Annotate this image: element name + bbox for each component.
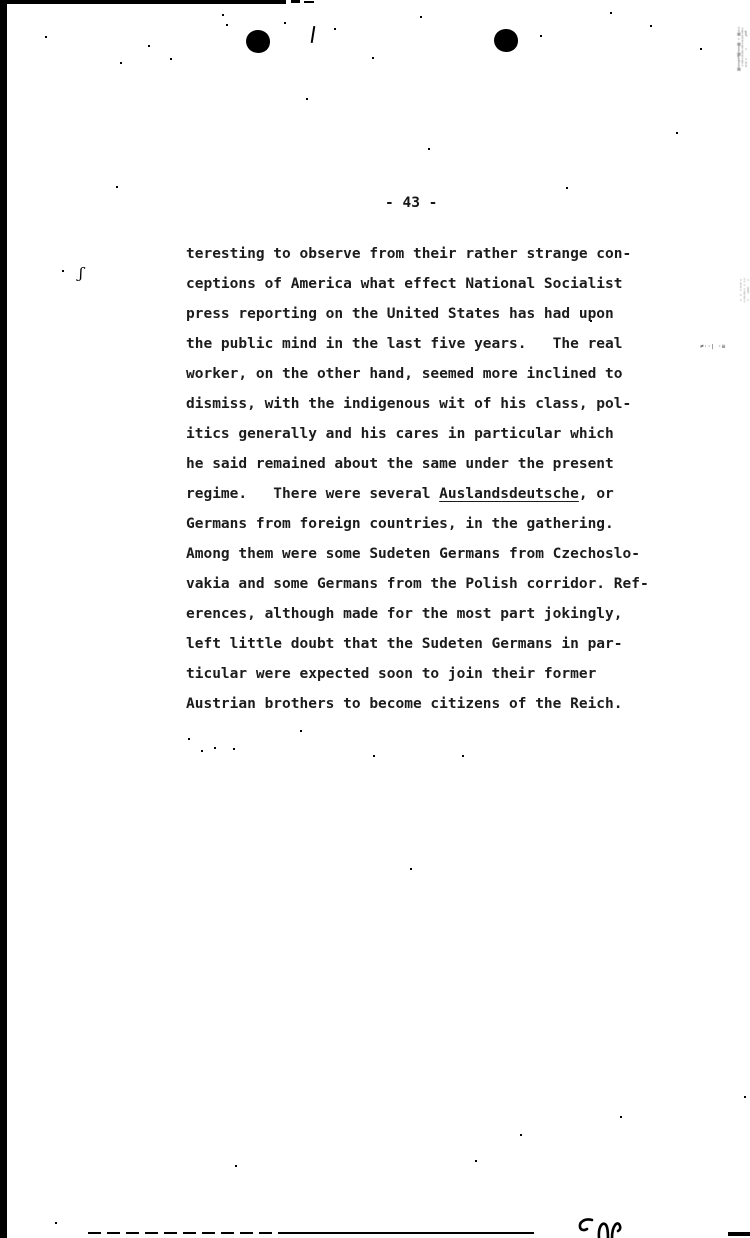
- text-segment: , or: [578, 486, 614, 502]
- margin-pen-mark: ʃ: [79, 264, 84, 282]
- text-line: Austrian brothers to become citizens of the Reich.: [186, 696, 623, 712]
- edge-smudge: ¦;≡:l·¦≡;|:·≡¦l;·|:¦≡: [737, 27, 748, 73]
- scan-edge-bottom-dashed-line: [88, 1232, 280, 1234]
- scan-edge-left-bar: [0, 0, 7, 1238]
- text-line: press reporting on the United States has had upon: [186, 306, 614, 322]
- hole-punch-icon: [246, 30, 270, 53]
- scan-edge-bottom-right-line: [728, 1232, 750, 1236]
- edge-smudge: ·:·¦··:|·¦·:·: [739, 278, 750, 304]
- text-line: dismiss, with the indigenous wit of his class, pol-: [186, 396, 632, 412]
- scan-noise-specks: [0, 0, 2, 2]
- text-line: ceptions of America what effect National Socialist: [186, 276, 623, 292]
- stray-ink-stroke: [311, 26, 316, 43]
- text-line: vakia and some Germans from the Polish corridor. Ref-: [186, 576, 649, 592]
- text-line-with-underline: [186, 479, 649, 509]
- scan-edge-top-dash: [304, 1, 314, 3]
- scan-edge-top-dash: [291, 0, 300, 3]
- text-line: worker, on the other hand, seemed more inclined to: [186, 366, 623, 382]
- text-line: ticular were expected soon to join their former: [186, 666, 597, 682]
- text-line: erences, although made for the most part jokingly,: [186, 606, 623, 622]
- body-paragraph: [186, 239, 649, 719]
- text-line: the public mind in the last five years. The real: [186, 336, 623, 352]
- edge-smudge: ≠··| ·≡: [700, 344, 726, 350]
- underlined-term: Auslandsdeutsche: [439, 486, 579, 502]
- text-line: itics generally and his cares in particular which: [186, 426, 614, 442]
- handwritten-scribble-icon: [572, 1210, 636, 1238]
- text-segment: regime. There were several: [186, 486, 440, 502]
- text-line: teresting to observe from their rather strange con-: [186, 246, 632, 262]
- page-number: - 43 -: [385, 195, 438, 211]
- hole-punch-icon: [494, 29, 518, 52]
- scan-edge-bottom-line: [278, 1232, 534, 1234]
- text-line: Among them were some Sudeten Germans from Czechoslo-: [186, 546, 640, 562]
- scan-edge-top-line: [0, 0, 286, 4]
- text-line: left little doubt that the Sudeten Germans in par-: [186, 636, 623, 652]
- text-line: Germans from foreign countries, in the gathering.: [186, 516, 614, 532]
- text-line: he said remained about the same under the present: [186, 456, 614, 472]
